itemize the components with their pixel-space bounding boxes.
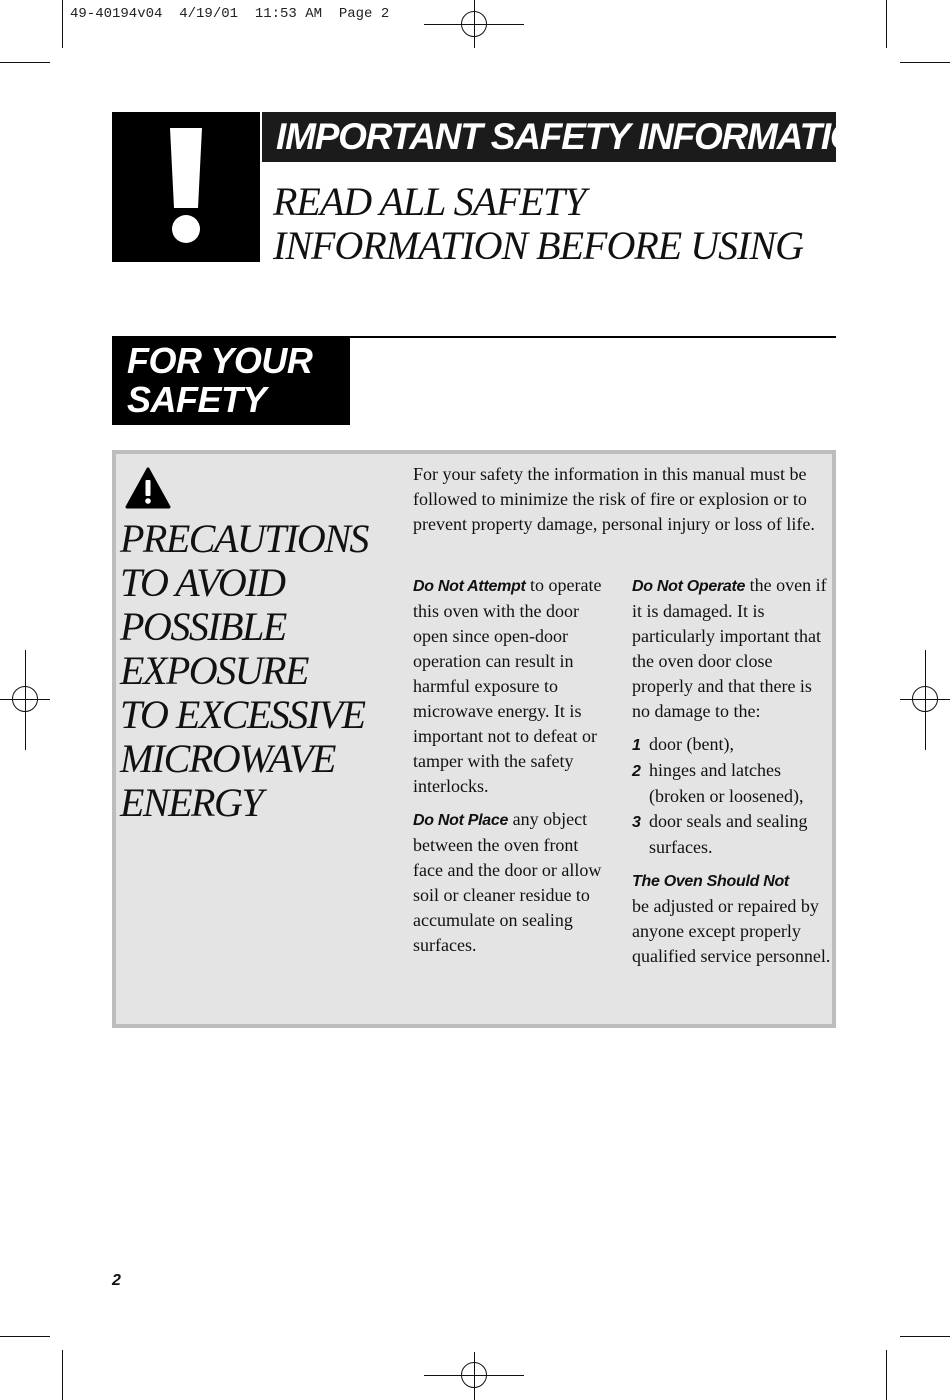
left-column xyxy=(413,573,609,966)
print-slug: 49-40194v04 4/19/01 11:53 AM Page 2 xyxy=(70,6,390,22)
list-item: 2 hinges and latches (broken or loosened), xyxy=(632,760,804,806)
list-item: 3 door seals and sealing surfaces. xyxy=(632,811,808,857)
banner-title: IMPORTANT SAFETY INFORMATION xyxy=(262,112,836,162)
intro-paragraph: For your safety the information in this manual must be followed to minimize the risk of fire or explosion or to prevent property damage, personal injury or loss of life. xyxy=(413,464,815,534)
do-not-place-paragraph: Do Not Place any object between the oven front face and the door or allow soil or cleaner residue to accumulate on sealing surfaces. xyxy=(413,809,602,955)
list-item: 1 door (bent), xyxy=(632,734,734,754)
subtitle: READ ALL SAFETY INFORMATION BEFORE USING xyxy=(273,179,803,268)
do-not-operate-paragraph: Do Not Operate the oven if it is damaged. It is particularly important that the oven door close properly and that there is no damage to the: xyxy=(632,575,827,721)
warning-icon xyxy=(124,466,172,515)
page-number: 2 xyxy=(112,1272,121,1289)
damage-list xyxy=(632,732,832,860)
section-title: FOR YOUR SAFETY xyxy=(112,337,350,425)
precautions-heading: PRECAUTIONS TO AVOID POSSIBLE EXPOSURE TO EXCESSIVE MICROWAVE ENERGY xyxy=(120,516,368,825)
exclamation-icon xyxy=(112,112,260,262)
do-not-attempt-paragraph: Do Not Attempt to operate this oven with the door open since open-door operation can result in harmful exposure to microwave energy. It is important not to defeat or tamper with the safety interlocks. xyxy=(413,575,602,796)
right-column xyxy=(632,573,832,977)
oven-should-not-paragraph: The Oven Should Not be adjusted or repaired by anyone except properly qualified service personnel. xyxy=(632,873,831,966)
